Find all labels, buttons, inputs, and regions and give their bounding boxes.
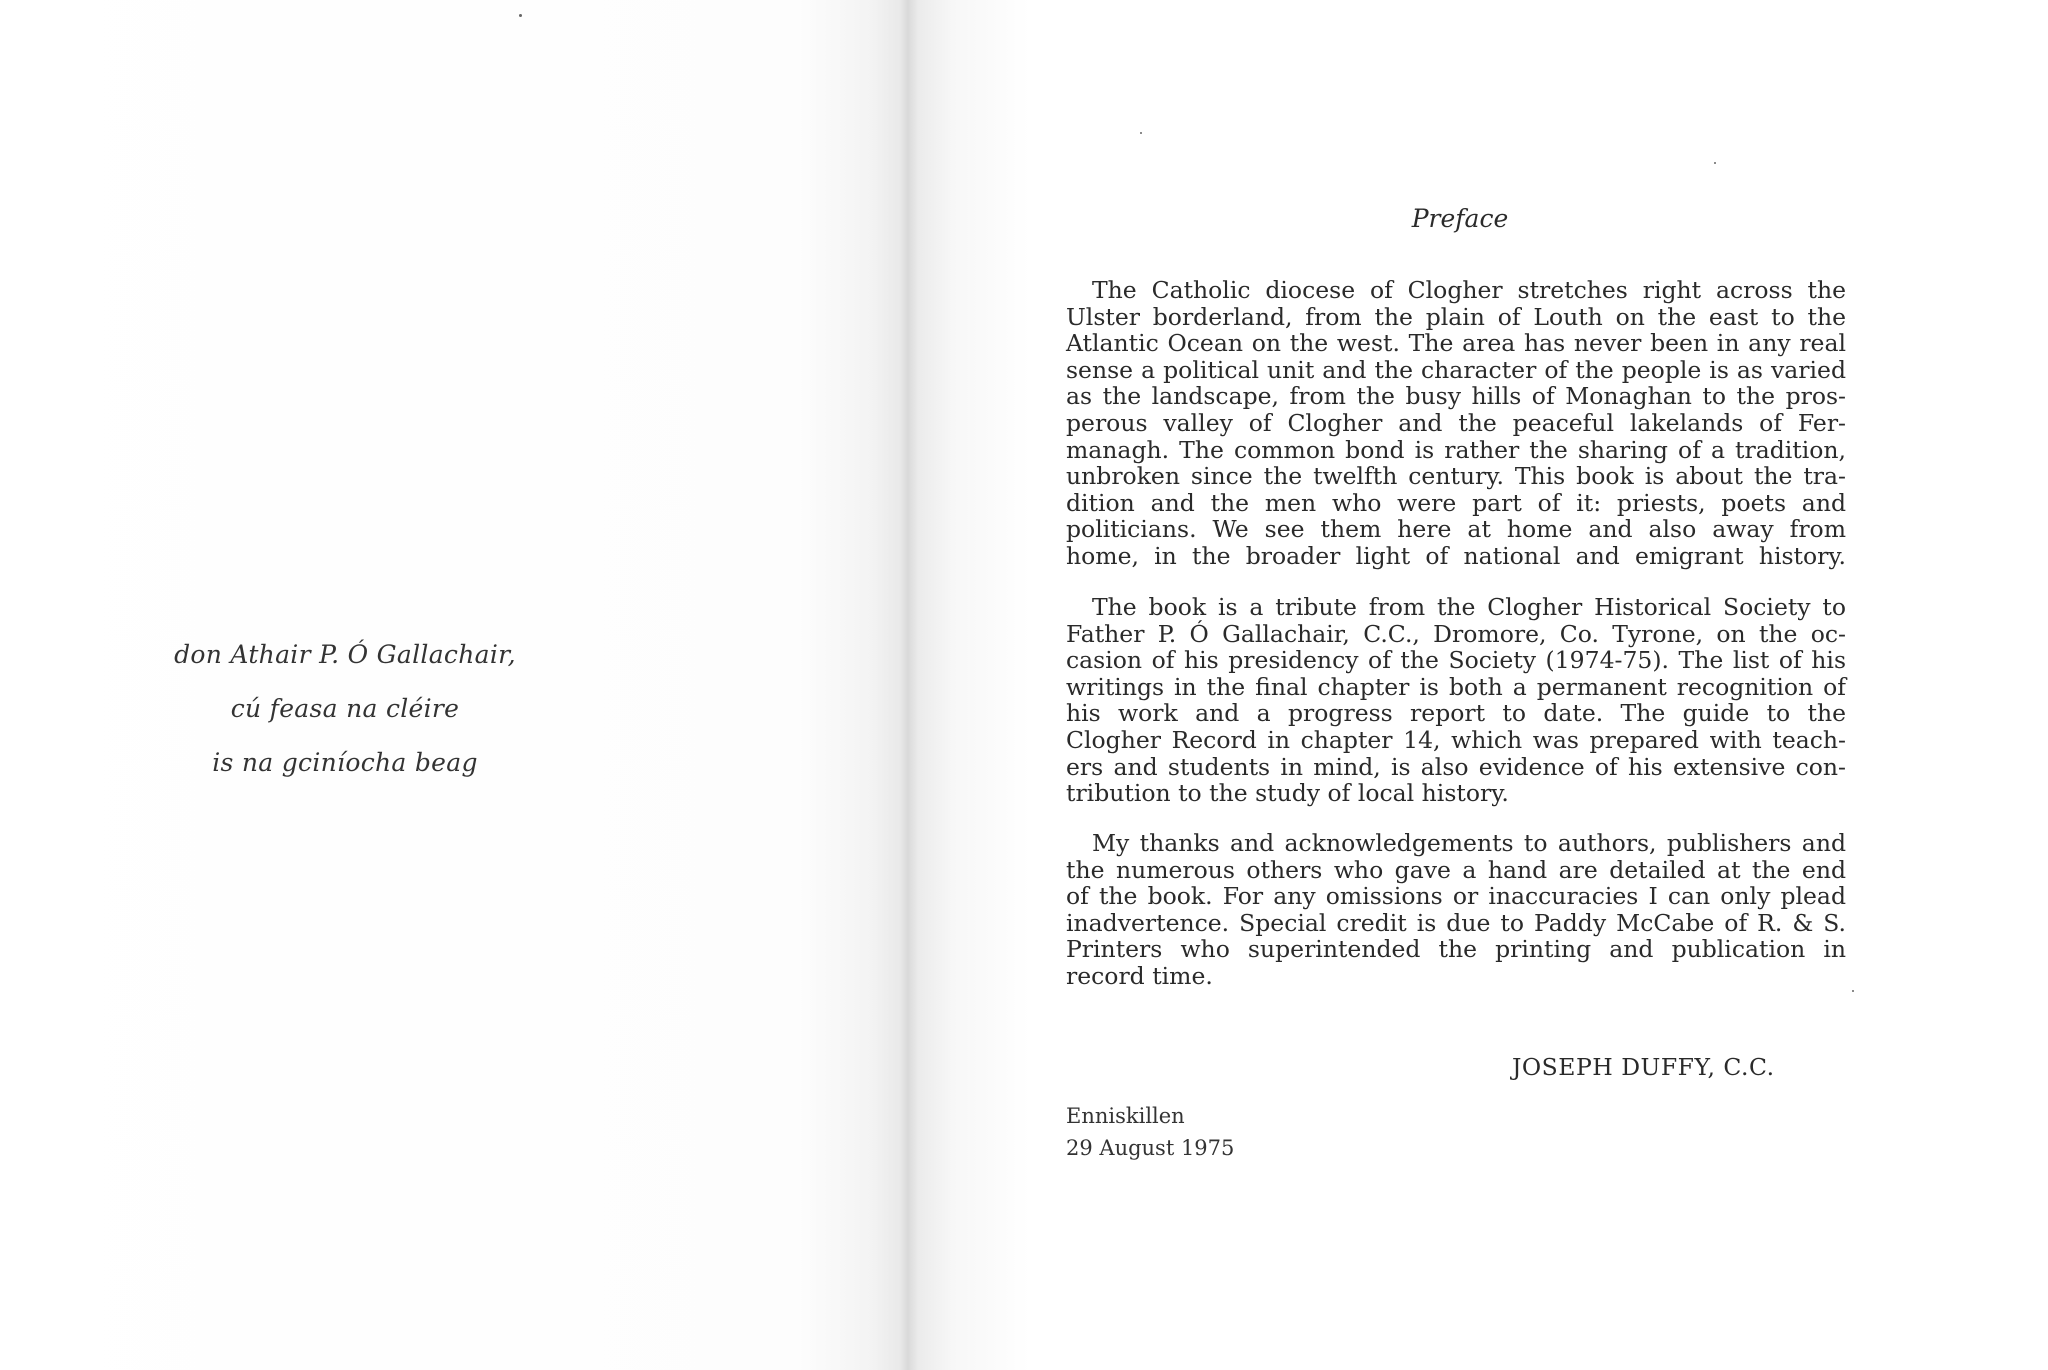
text-line: writings in the final chapter is both a permanent recognition of <box>1066 672 1846 701</box>
text-line: The book is a tribute from the Clogher Historical Society to <box>1092 593 1846 621</box>
preface-paragraph-2 <box>1066 594 1846 807</box>
text-line: home, in the broader light of national and emigrant history. <box>1066 541 1846 570</box>
text-line: Printers who superintended the printing and publication in <box>1066 935 1846 964</box>
text-line: Atlantic Ocean on the west. The area has never been in any real <box>1066 329 1846 358</box>
place: Enniskillen <box>1066 1104 1185 1128</box>
dedication <box>130 628 560 790</box>
text-line: ers and students in mind, is also evidence of his extensive con- <box>1066 752 1846 781</box>
paper-speck <box>1852 990 1854 992</box>
paper-speck <box>519 14 522 17</box>
text-line: as the landscape, from the busy hills of Monaghan to the pros- <box>1066 382 1846 411</box>
preface-paragraph-1 <box>1066 277 1846 570</box>
text-line: dition and the men who were part of it: priests, poets and <box>1066 488 1846 517</box>
text-line: record time. <box>1066 961 1213 990</box>
preface-title: Preface <box>1411 204 1509 233</box>
left-page <box>0 0 908 1370</box>
author-signature: JOSEPH DUFFY, C.C. <box>1512 1053 1775 1081</box>
date: 29 August 1975 <box>1066 1136 1235 1160</box>
text-line: My thanks and acknowledgements to authors, publishers and <box>1092 829 1846 857</box>
paper-speck <box>1140 132 1142 134</box>
place-and-date <box>1066 1100 1234 1164</box>
paper-speck <box>1714 162 1716 164</box>
preface-paragraph-3 <box>1066 830 1846 990</box>
book-gutter <box>900 0 1030 1370</box>
dedication-line: cú feasa na cléire <box>230 694 460 723</box>
dedication-line: is na gciníocha beag <box>212 748 478 777</box>
text-line: the numerous others who gave a hand are detailed at the end <box>1066 855 1846 884</box>
text-line: politicians. We see them here at home and also away from <box>1066 515 1846 544</box>
text-line: unbroken since the twelfth century. This book is about the tra- <box>1066 462 1846 491</box>
text-line: of the book. For any omissions or inaccuracies I can only plead <box>1066 882 1846 911</box>
text-line: The Catholic diocese of Clogher stretches right across the <box>1092 276 1846 304</box>
text-line: Clogher Record in chapter 14, which was prepared with teach- <box>1066 725 1846 754</box>
text-line: tribution to the study of local history. <box>1066 779 1509 808</box>
dedication-line: don Athair P. Ó Gallachair, <box>174 640 516 669</box>
text-line: Father P. Ó Gallachair, C.C., Dromore, Co. Tyrone, on the oc- <box>1066 619 1846 648</box>
text-line: Ulster borderland, from the plain of Louth on the east to the <box>1066 302 1846 331</box>
text-line: his work and a progress report to date. The guide to the <box>1066 699 1846 728</box>
text-line: managh. The common bond is rather the sharing of a tradition, <box>1066 435 1846 464</box>
text-line: casion of his presidency of the Society (1974-75). The list of his <box>1066 646 1846 675</box>
text-line: inadvertence. Special credit is due to Paddy McCabe of R. & S. <box>1066 908 1846 937</box>
text-line: perous valley of Clogher and the peaceful lakelands of Fer- <box>1066 408 1846 437</box>
text-line: sense a political unit and the character of the people is as varied <box>1066 355 1846 384</box>
